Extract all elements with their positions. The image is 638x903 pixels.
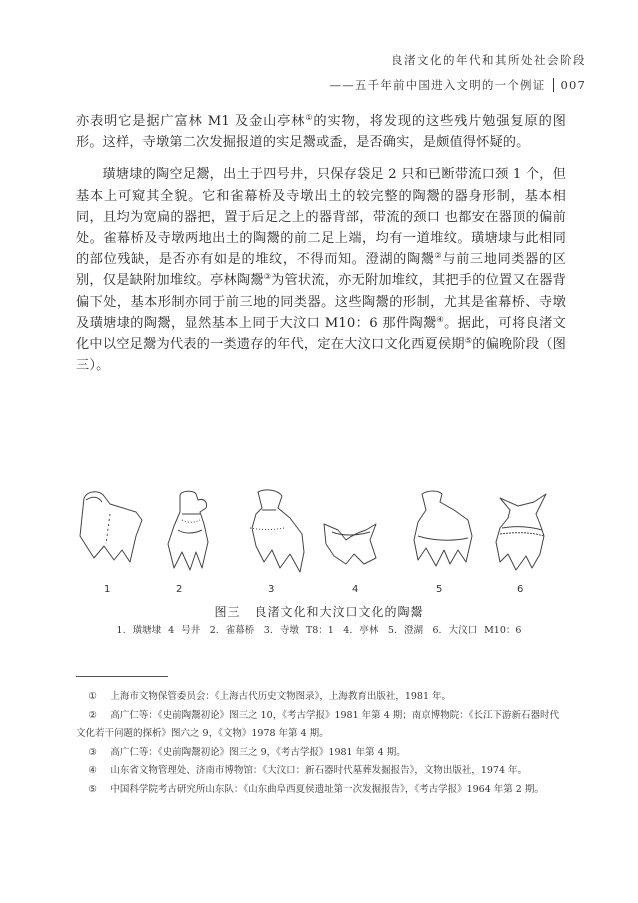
footnote-text-4: 山东省文物管理处、济南市博物馆：《大汶口：新石器时代墓葬发掘报告》，文物出版社，1974 年。 (110, 765, 528, 776)
footnote-text-2: 高广仁等：《史前陶鬶初论》图三之 10，《考古学报》1981 年第 4 期；南京博物院：《长江下游新石器时代文化若干问题的探析》图六之 9，《文物》1978 年第 4 期。 (76, 709, 559, 739)
figure-caption-title: 良渚文化和大汶口文化的陶鬶 (254, 605, 424, 619)
footnote-mark-3: ③ (88, 746, 97, 758)
vessel-drawing-4 (324, 524, 376, 564)
figure-caption (0, 603, 638, 620)
paragraph-2-text-a: 璜塘埭的陶空足鬶，出土于四号井，只保存袋足 2 只和已断带流口颈 1 个，但基本上可窥其全貌。它和雀幕桥及寺墩出土的较完整的陶鬶的器身形制，基本相同，且均为宽扁的器把，置于后足之上的器背部，带流的颈口 也都安在器顶的偏前处。雀幕桥及寺墩两地出土的陶鬶的前二足上端，均有一道堆纹。璜塘埭与此相同的部位残缺，是否亦有如是的堆纹，不得而知。澄湖的陶鬶 (76, 167, 566, 268)
footnote-mark-4: ④ (88, 765, 97, 776)
vessel-drawing-1 (80, 492, 142, 562)
footnote-ref-5[interactable]: ⑤ (464, 336, 473, 346)
footnote-mark-5: ⑤ (88, 783, 97, 795)
footnote-text-1: 上海市文物保管委员会：《上海古代历史文物图录》，上海教育出版社，1981 年。 (110, 691, 452, 702)
running-title: 良渚文化的年代和其所处社会阶段 (391, 53, 586, 67)
paragraph-1-text-a: 亦表明它是据广富林 M1 及金山亭林 (76, 114, 306, 129)
footnote-2 (76, 707, 566, 744)
figure-number-5: 5 (436, 584, 443, 595)
paragraph-1 (76, 111, 566, 153)
figure-caption-items: 1. 璜塘埭 4 号井 2. 雀幕桥 3. 寺墩 T8：1 4. 亭林 5. 澄湖 6. 大汶口 M10：6 (116, 625, 522, 636)
paragraph-1-text-b: 的实物，将发现的这些残片勉强复原的图形。这样，寺墩第二次发掘报道的实足鬶或盉，是否确实，是颇值得怀疑的。 (76, 114, 566, 151)
body-text (76, 111, 566, 376)
paragraph-2-text-e: 的偏晚阶段（图三）。 (76, 337, 566, 374)
running-subtitle (330, 77, 586, 93)
footnote-ref-4[interactable]: ④ (436, 314, 445, 324)
pottery-figure (70, 484, 570, 594)
footnote-ref-1[interactable]: ① (305, 113, 314, 122)
figure-number-6: 6 (517, 584, 524, 595)
footnote-text-3: 高广仁等：《史前陶鬶初论》图三之 9，《考古学报》1981 年第 4 期。 (110, 746, 406, 758)
figure-number-3: 3 (268, 584, 275, 595)
footnote-text-5: 中国科学院考古研究所山东队：《山东曲阜西夏侯遗址第一次发掘报告》，《考古学报》1964 年第 2 期。 (110, 783, 544, 795)
figure-number-4: 4 (352, 584, 359, 595)
paragraph-2 (76, 164, 566, 376)
paragraph-2-text-d: 。据此，可将良渚文化中以空足鬶为代表的一类遗存的年代，定在大汶口文化西夏侯期 (76, 315, 567, 353)
footnote-1 (76, 688, 566, 707)
footnote-5 (76, 781, 566, 800)
footnote-ref-3[interactable]: ③ (263, 272, 272, 282)
vessel-drawing-5 (414, 491, 472, 566)
header-separator (553, 78, 554, 92)
page-number: 007 (560, 78, 586, 92)
vessel-drawing-6 (496, 494, 546, 570)
footnotes (76, 688, 566, 799)
figure-caption-label: 图三 (214, 605, 241, 619)
figure-number-1: 1 (104, 584, 111, 595)
footnote-divider (76, 676, 168, 677)
footnote-4 (76, 762, 566, 781)
paragraph-2-text-b: 与前三地同类器的区别，仅是缺附加堆纹。亭林陶鬶 (76, 252, 566, 289)
footnote-3 (76, 744, 566, 763)
footnote-ref-2[interactable]: ② (434, 251, 443, 261)
running-subtitle-text: ——五千年前中国进入文明的一个例证 (329, 78, 546, 92)
vessel-drawing-3 (250, 490, 304, 572)
footnote-mark-1: ① (88, 691, 97, 702)
figure-number-2: 2 (176, 584, 183, 595)
footnote-mark-2: ② (88, 709, 97, 721)
paragraph-2-text-c: 为管状流，亦无附加堆纹，其把手的位置又在器背偏下处，基本形制亦同于前三地的同类器。这些陶鬶的形制，尤其是雀幕桥、寺墩及璜塘埭的陶鬶，显然基本上同于大汶口 M10：6 那件陶鬶 (76, 273, 566, 331)
vessel-drawing-2 (168, 491, 208, 570)
